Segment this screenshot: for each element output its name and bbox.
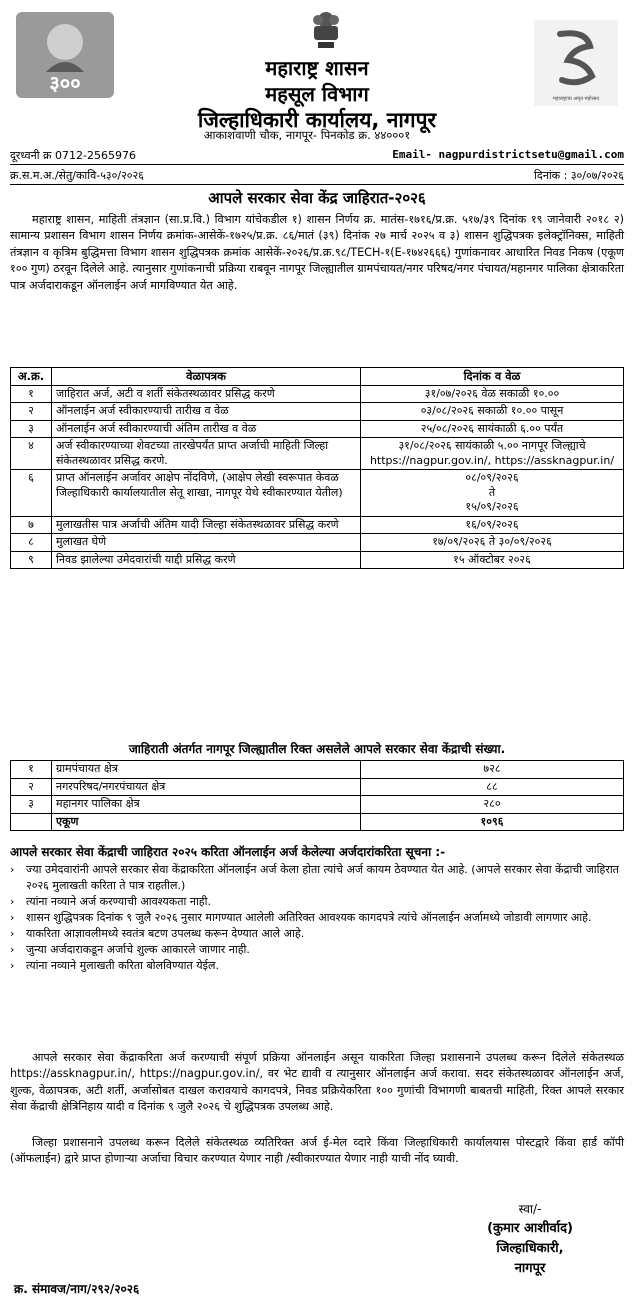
table-row (11, 420, 624, 438)
instruction-text: ज्या उमेदवारांनी आपले सरकार सेवा केंद्राकरिता ऑनलाईन अर्ज केला होता त्यांचे अर्ज कायम ठेवण्यात येत आहे. (आपले सरकार सेवा केंद्राची जाहिरात २०२६ मुलाखती करिता ते पात्र राहतील.) (26, 863, 619, 892)
vacancy-area: नगरपरिषद/नगरपंचायत क्षेत्र (52, 778, 361, 796)
schedule-table (10, 367, 624, 569)
svg-text:३००: ३०० (49, 71, 81, 95)
schedule-item: मुलाखत घेणे (52, 534, 361, 552)
chevron-right-icon: › (10, 959, 15, 972)
vacancy-count: ७२८ (361, 761, 624, 779)
list-item (10, 894, 624, 910)
schedule-item: अर्ज स्वीकारण्याच्या शेवटच्या तारखेपर्यंत प्राप्त अर्जाची माहिती जिल्हा संकेतस्थळावर प्रसिद्ध करणे. (52, 438, 361, 470)
schedule-date: ३१/०७/२०२६ वेळ सकाळी १०.०० (361, 385, 624, 403)
instructions-title: आपले सरकार सेवा केंद्राची जाहिरात २०२५ करिता ऑनलाईन अर्ज केलेल्या अर्जदारांकरिता सूचना :- (10, 845, 446, 859)
row-number: ३ (11, 796, 52, 814)
schedule-date: ०३/०८/२०२६ सकाळी १०.०० पासून (361, 403, 624, 421)
schedule-date: २५/०८/२०२६ सायंकाळी ६.०० पर्यंत (361, 420, 624, 438)
list-item (10, 958, 624, 974)
govt-title: महाराष्ट्र शासन (265, 56, 369, 80)
notice-title: आपले सरकार सेवा केंद्र जाहिरात-२०२६ (208, 189, 426, 207)
schedule-date (361, 470, 624, 517)
table-header-row (11, 368, 624, 386)
chevron-right-icon: › (10, 911, 15, 924)
row-number: २ (11, 403, 52, 421)
letterhead (10, 6, 624, 132)
signatory-place: नागपूर (514, 1261, 546, 1276)
row-number: ७ (11, 516, 52, 534)
schedule-item: प्राप्त ऑनलाईन अर्जावर आक्षेप नोंदविणे, (आक्षेप लेखी स्वरूपात केवळ जिल्हाधिकारी कार्यालयातील सेतू शाखा, नागपूर येथे स्वीकारण्यात येतील) (52, 470, 361, 517)
column-header: दिनांक व वेळ (361, 368, 624, 386)
row-number: ६ (11, 470, 52, 517)
table-row (11, 796, 624, 814)
date-to: १५/०९/२०२६ (465, 500, 519, 513)
office-title: जिल्हाधिकारी कार्यालय, नागपूर (197, 108, 437, 132)
total-count: १०९६ (361, 813, 624, 831)
intro-paragraph: महाराष्ट्र शासन, माहिती तंत्रज्ञान (सा.प्र.वि.) विभाग यांचेकडील १) शासन निर्णय क्र. मातंस-१७१६/प्र.क्र. ५१७/३९ दिनांक १९ जानेवारी २०१८ २) सामान्य प्रशासन विभाग शासन निर्णय क्रमांक-आसेकें-१७२५/प्र.क्र. ८६/मातं (३९) दिनांक २७ मार्च २०२५ व ३) शासन शुद्धिपत्रक इलेक्ट्रॉनिक्स, माहिती तंत्रज्ञान व कृत्रिम बुद्धिमत्ता विभाग शासन शुद्धिपत्रक क्रमांक आसेकें-२०२६/प्र.क्र.९८/TECH-१(E-१७४२६६६) गुणांकनावर आधारित निवड निकष (एकूण १०० गुण) ठरवून दिलेले आहे. त्यानुसार गुणांकनाची प्रक्रिया राबवून नागपूर जिल्ह्यातील ग्रामपंचायत/नगर परिषद/नगर पंचायत/महानगर पालिका क्षेत्राकरिता पात्र अर्जदाराकडून ऑनलाईन अर्ज मागविण्यात येत आहे. (10, 213, 624, 292)
chevron-right-icon: › (10, 895, 15, 908)
schedule-date: १६/०९/२०२६ (361, 516, 624, 534)
chevron-right-icon: › (10, 927, 15, 940)
footer-reference: क्र. संमावज/नाग/२९२/२०२६ (14, 1282, 140, 1296)
schedule-item: निवड झालेल्या उमेदवारांची याद्दी प्रसिद्ध करणे (52, 551, 361, 569)
column-header: वेळापत्रक (52, 368, 361, 386)
schedule-item: ऑनलाईन अर्ज स्वीकारण्याची अंतिम तारीख व वेळ (52, 420, 361, 438)
table-row (11, 385, 624, 403)
phone-number: दूरध्वनी क्र 0712-2565976 (10, 149, 136, 162)
table-row (11, 438, 624, 470)
column-header: अ.क्र. (11, 368, 52, 386)
signatory-designation: जिल्हाधिकारी, (496, 1241, 564, 1256)
reference-number: क्र.स.म.अ./सेतु/कावि-५३०/२०२६ (10, 169, 144, 182)
state-emblem-icon (306, 8, 346, 54)
process-paragraph: आपले सरकार सेवा केंद्राकरिता अर्ज करण्याची संपूर्ण प्रक्रिया ऑनलाईन असून याकरिता जिल्हा प्रशासनाने उपलब्ध करून दिलेले संकेतस्थळ https://assknagpur.in/, https://nagpur.gov.in/, वर भेट द्यावी व त्यानुसार ऑनलाईन अर्ज करावा. सदर संकेतस्थळावर ऑनलाईन अर्ज, शुल्क, वेळापत्रक, अटी शर्ती, अर्जासोबत दाखल करावयाचे कागदपत्रे, निवड प्रक्रियेकरिता १०० गुणांची विभागणी बाबतची माहिती, रिक्त आपले सरकार सेवा केंद्राची क्षेत्रिनिहाय यादी व दिनांक ९ जुलै २०२६ चे शुद्धिपत्रक उपलब्ध आहे. (10, 1051, 624, 1114)
vacancy-table (10, 760, 624, 831)
email-address: Email- nagpurdistrictsetu@gmail.com (392, 148, 624, 161)
instruction-text: शासन शुद्धिपत्रक दिनांक ९ जुलै २०२६ नुसार मागण्यात आलेली अतिरिक्त आवश्यक कागदपत्रे त्यांचे ऑनलाईन अर्जामध्ये जोडावी लागणार आहे. (26, 911, 592, 924)
instruction-text: याकरिता आज्ञावलीमध्ये स्वतंत्र बटण उपलब्ध करून देण्यात आले आहे. (26, 927, 305, 940)
vacancy-area: महानगर पालिका क्षेत्र (52, 796, 361, 814)
schedule-item: ऑनलाईन अर्ज स्वीकारण्याची तारीख व वेळ (52, 403, 361, 421)
chevron-right-icon: › (10, 863, 15, 876)
row-number: २ (11, 778, 52, 796)
table-row (11, 534, 624, 552)
total-row (11, 813, 624, 831)
table-row (11, 551, 624, 569)
schedule-date: १५ ऑक्टोबर २०२६ (361, 551, 624, 569)
table-row (11, 778, 624, 796)
table-row (11, 470, 624, 517)
instructions-list (10, 862, 624, 974)
schedule-date: ३१/०८/२०२६ सायंकाळी ५.०० नागपूर जिल्ह्याचे https://nagpur.gov.in/, https://assknagpur.in/ (361, 438, 624, 470)
row-number: ८ (11, 534, 52, 552)
list-item (10, 942, 624, 958)
office-address: आकाशवाणी चौक, नागपूर- पिनकोड क्र. ४४०००१ (203, 128, 411, 142)
instruction-text: जुन्या अर्जदाराकडून अर्जाचे शुल्क आकारले जाणार नाही. (26, 943, 250, 956)
schedule-item: मुलाखतीस पात्र अर्जाची अंतिम यादी जिल्हा संकेतस्थळावर प्रसिद्ध करणे (52, 516, 361, 534)
empty-cell (11, 813, 52, 831)
signatory-name: (कुमार आशीर्वाद) (487, 1221, 573, 1236)
list-item (10, 926, 624, 942)
schedule-item: जाहिरात अर्ज, अटी व शर्ती संकेतस्थळावर प्रसिद्ध करणे (52, 385, 361, 403)
schedule-date: १७/०९/२०२६ ते ३०/०९/२०२६ (361, 534, 624, 552)
list-item (10, 910, 624, 926)
vacancy-area: ग्रामपंचायत क्षेत्र (52, 761, 361, 779)
row-number: ३ (11, 420, 52, 438)
reference-date: दिनांक : ३०/०७/२०२६ (534, 169, 624, 182)
svg-text:महाराष्ट्राचा अमृत महोत्सव: महाराष्ट्राचा अमृत महोत्सव (552, 96, 600, 102)
vacancy-title: जाहिराती अंतर्गत नागपूर जिल्ह्यातील रिक्त असलेले आपले सरकार सेवा केंद्राची संख्या. (128, 742, 506, 756)
list-item (10, 862, 624, 894)
signed-mark: स्वा/- (518, 1202, 542, 1216)
table-row (11, 761, 624, 779)
vacancy-count: ८८ (361, 778, 624, 796)
row-number: ४ (11, 438, 52, 470)
department-title: महसूल विभाग (265, 82, 369, 106)
vacancy-count: २८० (361, 796, 624, 814)
date-from: ०८/०९/२०२६ (465, 471, 519, 484)
row-number: १ (11, 761, 52, 779)
instruction-text: त्यांना नव्याने मुलाखती करिता बोलविण्यात येईल. (26, 959, 219, 972)
divider (10, 184, 624, 185)
row-number: ९ (11, 551, 52, 569)
offline-note-paragraph: जिल्हा प्रशासनाने उपलब्ध करून दिलेले संकेतस्थळ व्यतिरिक्त अर्ज ई-मेल व्दारे किंवा जिल्हाधिकारी कार्यालयास पोस्टद्वारे किंवा हार्ड कॉपी (ऑफलाईन) द्वारे प्राप्त होणाऱ्या अर्जाचा विचार करण्यात येणार नाही /स्वीकारण्यात येणार नाही याची नोंद घ्यावी. (10, 1136, 624, 1166)
chevron-right-icon: › (10, 943, 15, 956)
divider (10, 164, 624, 165)
table-row (11, 516, 624, 534)
instruction-text: त्यांना नव्याने अर्ज करण्याची आवश्यकता नाही. (26, 895, 211, 908)
table-row (11, 403, 624, 421)
date-separator: ते (488, 485, 496, 499)
total-label: एकूण (52, 813, 361, 831)
row-number: १ (11, 385, 52, 403)
